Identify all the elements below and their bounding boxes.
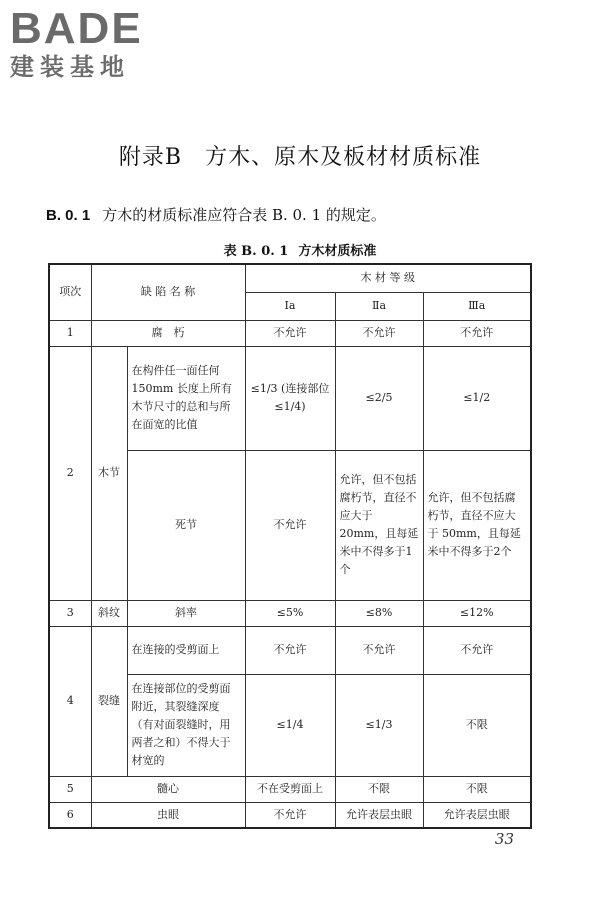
cell-grade-1: ≤5% [245,600,335,626]
cell-grade-2: ≤2/5 [335,346,423,450]
table-header-row [49,264,531,292]
table-row [49,626,531,674]
cell-grade-1: 不允许 [245,320,335,346]
cell-grade-3: ≤1/2 [423,346,531,450]
cell-grade-1: 不允许 [245,626,335,674]
cell-no: 3 [49,600,91,626]
cell-grade-3: 不允许 [423,320,531,346]
table-row [49,320,531,346]
cell-defect-group: 斜纹 [91,600,127,626]
cell-defect-sub: 在连接部位的受剪面附近，其裂缝深度（有对面裂缝时，用两者之和）不得大于材宽的 [127,674,245,776]
cell-defect-sub: 死节 [127,450,245,600]
cell-grade-3: ≤12% [423,600,531,626]
section-paragraph [46,204,386,225]
cell-defect-sub: 在构件任一面任何 150mm 长度上所有木节尺寸的总和与所在面宽的比值 [127,346,245,450]
cell-defect-sub: 斜率 [127,600,245,626]
cell-grade-1: 不允许 [245,802,335,828]
section-text: 方木的材质标准应符合表 B. 0. 1 的规定。 [102,206,386,224]
cell-grade-2: 允许，但不包括腐朽节，直径不应大于 20mm，且每延米中不得多于1个 [335,450,423,600]
header-defect-name: 缺 陷 名 称 [91,264,245,320]
table-row [49,802,531,828]
page-number: 33 [494,830,514,848]
cell-grade-1: 不允许 [245,450,335,600]
cell-grade-2: ≤1/3 [335,674,423,776]
table-row [49,600,531,626]
cell-grade-3: 允许表层虫眼 [423,802,531,828]
header-grade-1: Ⅰa [245,292,335,320]
cell-grade-1: 不在受剪面上 [245,776,335,802]
cell-defect-group: 木节 [91,346,127,600]
cell-grade-3: 不限 [423,776,531,802]
cell-grade-2: 不允许 [335,320,423,346]
cell-grade-1: ≤1/4 [245,674,335,776]
header-grade-group: 木 材 等 级 [245,264,531,292]
table-caption-text: 方木材质标准 [298,244,377,259]
brand-logo [10,6,180,82]
table-row [49,346,531,450]
logo-subtitle: 建装基地 [10,53,130,81]
cell-grade-3: 允许，但不包括腐朽节，直径不应大于 50mm，且每延米中不得多于2个 [423,450,531,600]
cell-defect: 髓心 [91,776,245,802]
material-standard-table [48,263,532,829]
cell-no: 6 [49,802,91,828]
cell-grade-2: 不允许 [335,626,423,674]
cell-defect: 腐 朽 [91,320,245,346]
table-caption [0,240,600,259]
cell-no: 4 [49,626,91,776]
section-number: B. 0. 1 [46,207,91,224]
cell-defect-sub: 在连接的受剪面上 [127,626,245,674]
cell-no: 1 [49,320,91,346]
table-caption-number: 表 B. 0. 1 [223,244,289,259]
table-row [49,776,531,802]
cell-grade-1: ≤1/3 (连接部位 ≤1/4) [245,346,335,450]
cell-defect-group: 裂缝 [91,626,127,776]
cell-defect: 虫眼 [91,802,245,828]
cell-grade-3: 不允许 [423,626,531,674]
cell-grade-2: 不限 [335,776,423,802]
cell-no: 2 [49,346,91,600]
cell-grade-3: 不限 [423,674,531,776]
header-grade-3: Ⅲa [423,292,531,320]
header-item-no: 项次 [49,264,91,320]
cell-grade-2: ≤8% [335,600,423,626]
page-title: 附录B 方木、原木及板材材质标准 [118,145,482,170]
cell-grade-2: 允许表层虫眼 [335,802,423,828]
logo-brand-text: BADE [10,4,143,53]
cell-no: 5 [49,776,91,802]
header-grade-2: Ⅱa [335,292,423,320]
